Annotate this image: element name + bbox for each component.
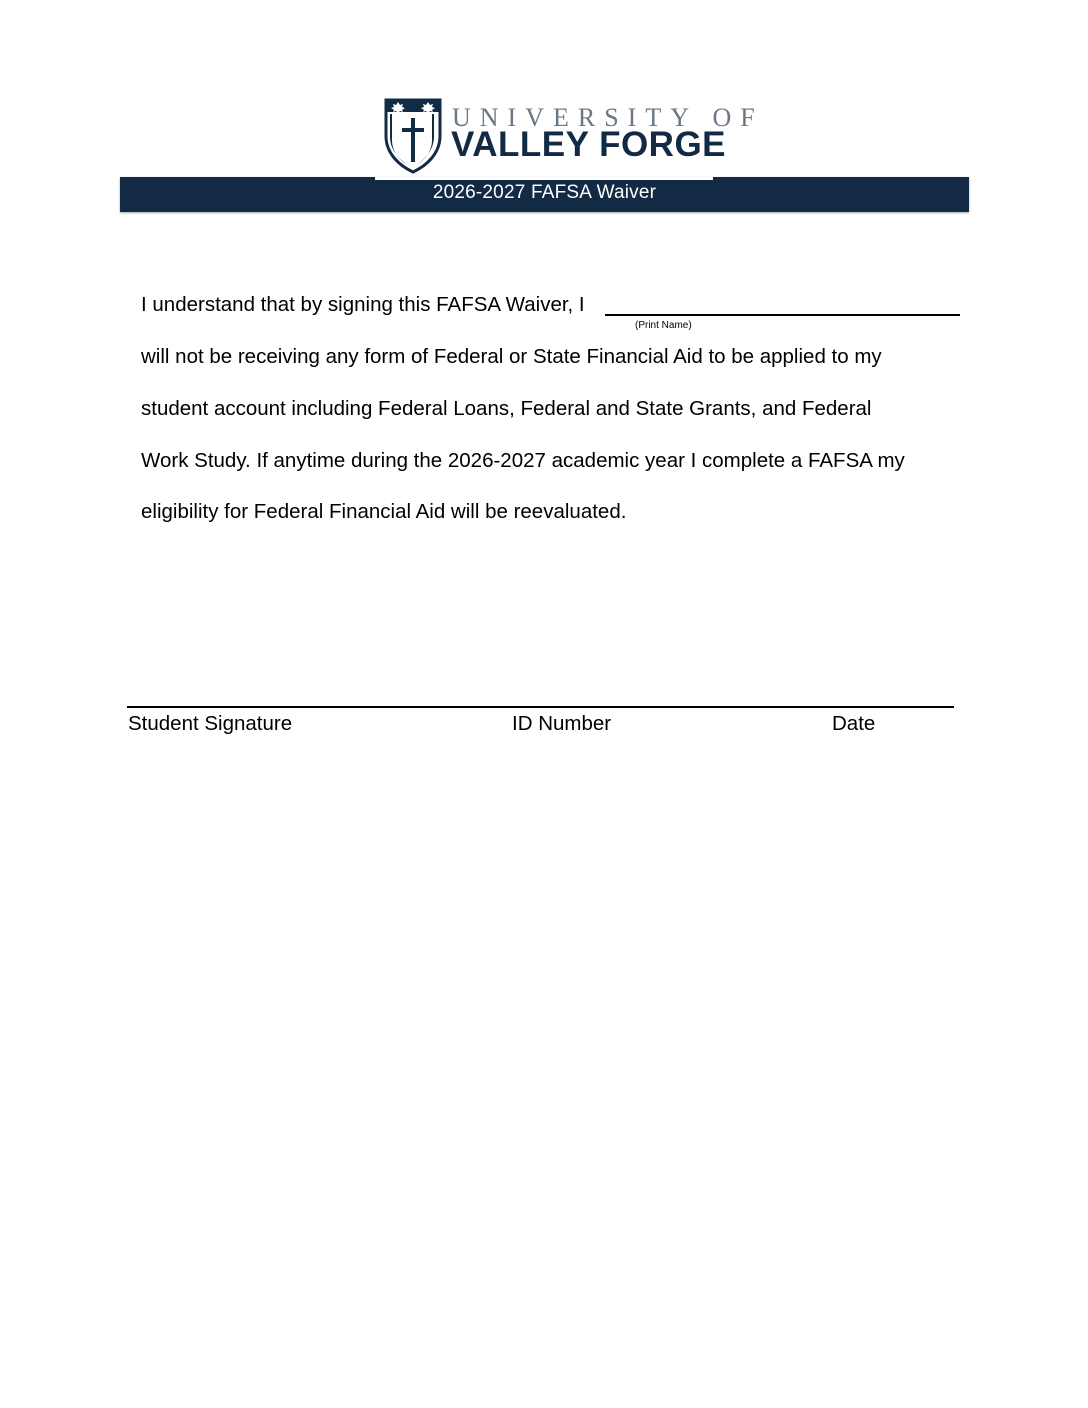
page-title: 2026-2027 FAFSA Waiver [432, 182, 657, 203]
body-line-4: Work Study. If anytime during the 2026-2027 academic year I complete a FAFSA my [141, 449, 905, 472]
title-banner [120, 177, 969, 212]
shield-cross-icon [382, 92, 764, 174]
university-logo [382, 92, 764, 174]
signature-line[interactable] [127, 706, 954, 708]
banner-accent [375, 177, 713, 180]
print-name-label: (Print Name) [635, 320, 692, 331]
print-name-field[interactable] [605, 314, 960, 316]
date-label: Date [832, 712, 876, 735]
body-line-3: student account including Federal Loans, Federal and State Grants, and Federal [141, 397, 872, 420]
body-line-2: will not be receiving any form of Federal or State Financial Aid to be applied to my [141, 345, 882, 368]
body-line-1: I understand that by signing this FAFSA Waiver, I [141, 293, 585, 316]
student-signature-label: Student Signature [128, 712, 293, 735]
body-line-5: eligibility for Federal Financial Aid will be reevaluated. [141, 500, 627, 523]
logo-line1: UNIVERSITY OF [452, 103, 764, 132]
logo-line2: VALLEY FORGE [451, 125, 727, 164]
id-number-label: ID Number [512, 712, 612, 735]
